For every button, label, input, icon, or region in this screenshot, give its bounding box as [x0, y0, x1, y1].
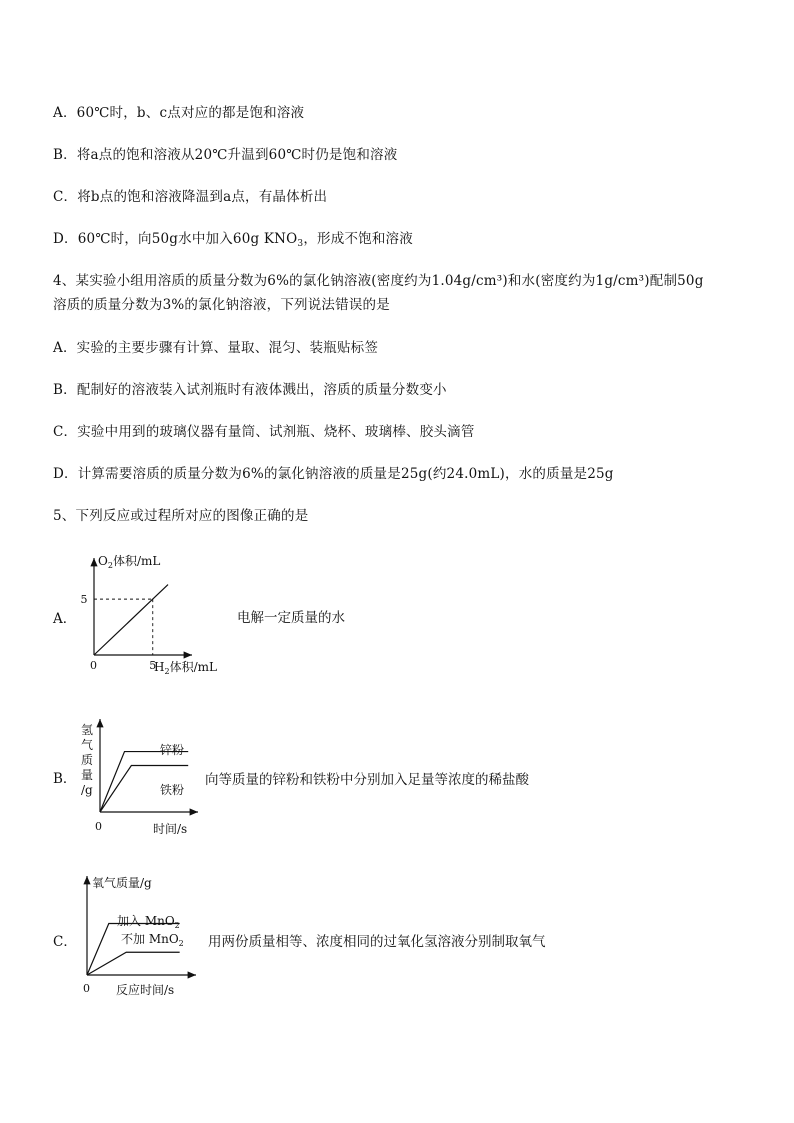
q4-stem-line2: 溶质的质量分数为3%的氯化钠溶液，下列说法错误的是: [53, 297, 390, 313]
chart-b-label-zinc: 锌粉: [160, 743, 185, 757]
q5-stem: 5、下列反应或过程所对应的图像正确的是: [53, 508, 309, 524]
q4-option-c: C．实验中用到的玻璃仪器有量筒、试剂瓶、烧杯、玻璃棒、胶头滴管: [53, 424, 475, 440]
q4-option-d: D．计算需要溶质的质量分数为6%的氯化钠溶液的质量是25g(约24.0mL)，水的质量是25g: [53, 466, 614, 482]
chart-a-x-tick: 5: [149, 659, 157, 672]
q4-stem-line1: 4、某实验小组用溶质的质量分数为6%的氯化钠溶液(密度约为1.04g/cm³)和水(密度约为1g/cm³)配制50g: [53, 273, 704, 289]
q5-option-b-description: 向等质量的锌粉和铁粉中分别加入足量等浓度的稀盐酸: [205, 772, 529, 788]
chart-a-ylabel: $O_2$体积/mL: [98, 554, 161, 570]
q5-chart-c: [78, 873, 208, 998]
q3-option-a: A．60℃时，b、c点对应的都是饱和溶液: [53, 105, 305, 121]
chart-b-ylabel-1: 氢: [81, 723, 94, 737]
q5-option-c-letter: C．: [53, 934, 77, 950]
chart-a-series-line: [94, 585, 168, 655]
q3-option-c: C．将b点的饱和溶液降温到a点，有晶体析出: [53, 189, 328, 205]
chart-c-origin: 0: [83, 982, 90, 995]
q5-chart-b: [76, 716, 206, 841]
q5-chart-a: [70, 548, 250, 678]
chart-b-series-zinc: [100, 752, 188, 812]
q3-option-d: D．60℃时，向50g水中加入60g $KNO_3$，形成不饱和溶液: [53, 231, 413, 249]
chart-a-y-tick: 5: [80, 593, 88, 607]
chart-b-ylabel-2: 气: [81, 738, 94, 752]
chart-b-ylabel-4: 量: [81, 768, 94, 782]
chart-c-label-no-mno2: 不加 MnO$_2$: [121, 932, 184, 948]
q5-option-a-letter: A．: [53, 611, 77, 627]
q5-option-c-description: 用两份质量相等、浓度相同的过氧化氢溶液分别制取氧气: [208, 934, 546, 950]
chart-b-xlabel: 时间/s: [153, 822, 188, 836]
chart-b-ylabel-5: /g: [81, 783, 93, 797]
chart-a-origin: 0: [90, 659, 97, 672]
chart-b-origin: 0: [95, 820, 102, 833]
q5-option-b-letter: B．: [53, 771, 77, 787]
q4-option-b: B．配制好的溶液装入试剂瓶时有液体溅出，溶质的质量分数变小: [53, 382, 447, 398]
chart-c-series-no-mno2: [87, 952, 180, 975]
q5-option-a-description: 电解一定质量的水: [237, 610, 345, 626]
chart-b-ylabel-3: 质: [81, 753, 94, 767]
chart-c-label-mno2: 加入 MnO$_2$: [117, 914, 180, 930]
chart-c-xlabel: 反应时间/s: [116, 983, 175, 997]
chart-b-label-iron: 铁粉: [160, 783, 185, 797]
q4-option-a: A．实验的主要步骤有计算、量取、混匀、装瓶贴标签: [53, 340, 379, 356]
chart-a-xlabel: $H_2$体积/mL: [154, 660, 217, 676]
chart-c-ylabel: 氧气质量/g: [92, 876, 152, 890]
q3-option-b: B．将a点的饱和溶液从20℃升温到60℃时仍是饱和溶液: [53, 147, 398, 163]
